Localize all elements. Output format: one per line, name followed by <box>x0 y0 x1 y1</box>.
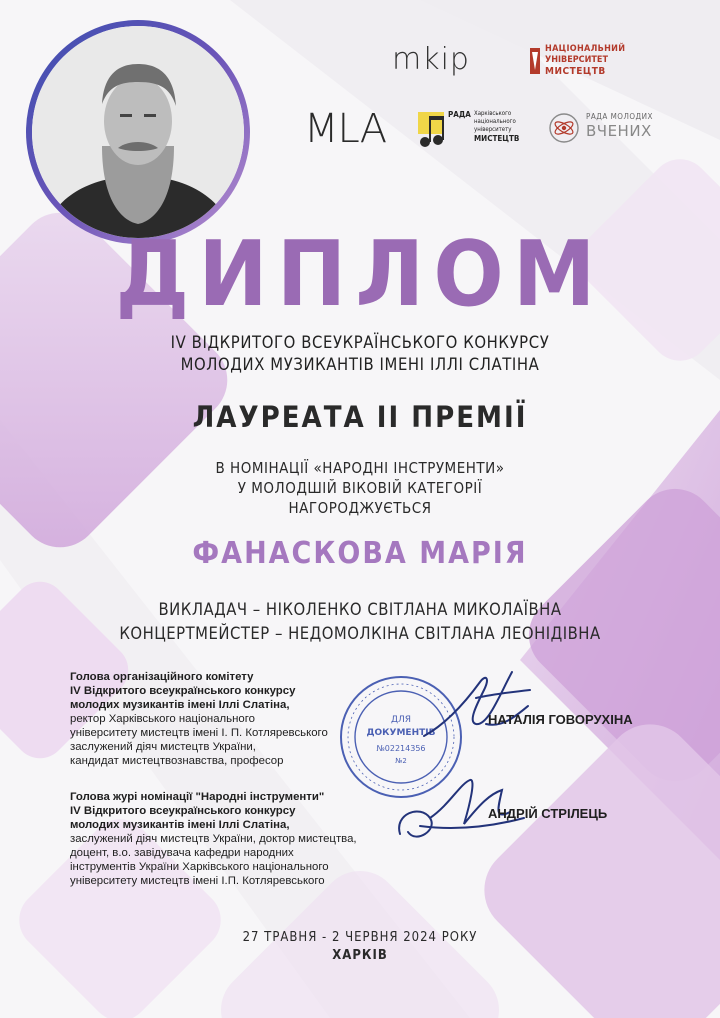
stamp-line4: №2 <box>395 757 407 765</box>
jury-bold-line: IV Відкритого всеукраїнського конкурсу <box>70 805 296 817</box>
contest-name <box>0 332 720 376</box>
rada-line1: РАДА <box>448 110 471 119</box>
org-bold-line: IV Відкритого всеукраїнського конкурсу <box>70 685 296 697</box>
teachers-block <box>0 598 720 646</box>
portrait-photo <box>32 26 244 238</box>
rada-logo <box>416 108 526 152</box>
mla-logo: MLA <box>304 106 387 152</box>
teacher-line: ВИКЛАДАЧ – НІКОЛЕНКО СВІТЛАНА МИКОЛАЇВНА <box>158 600 562 619</box>
nuam-emblem-icon <box>528 46 542 76</box>
nuam-line3: МИСТЕЦТВ <box>545 66 606 77</box>
jury-line: інструментів України Харківського національного <box>70 861 329 873</box>
jury-line: доцент, в.о. завідувача кафедри народних <box>70 847 294 859</box>
org-line: університету мистецтв імені І. П. Котляревського <box>70 727 328 739</box>
nomination-line3: НАГОРОДЖУЄТЬСЯ <box>288 499 432 517</box>
rmv-line1: РАДА МОЛОДИХ <box>586 112 653 121</box>
rada-line5: МИСТЕЦТВ <box>474 134 520 143</box>
nomination-block <box>0 458 720 518</box>
jury-bold-line: молодих музикантів імені Іллі Слатіна, <box>70 819 290 831</box>
event-city: ХАРКІВ <box>332 948 388 963</box>
nomination-line1: В НОМІНАЦІЇ «НАРОДНІ ІНСТРУМЕНТИ» <box>215 459 505 477</box>
stamp-line1: ДЛЯ <box>390 715 412 725</box>
org-bold-line: молодих музикантів імені Іллі Слатіна, <box>70 699 290 711</box>
winner-name: ФАНАСКОВА МАРІЯ <box>192 536 528 571</box>
org-line: ректор Харківського національного <box>70 713 255 725</box>
rmv-logo <box>548 110 658 150</box>
stamp-line3: №02214356 <box>376 744 426 753</box>
contest-line1: IV ВІДКРИТОГО ВСЕУКРАЇНСЬКОГО КОНКУРСУ <box>170 333 550 352</box>
org-bold-line: Голова організаційного комітету <box>70 671 254 683</box>
jury-line: університету мистецтв імені І.П. Котляревського <box>70 875 325 887</box>
rmv-line2: ВЧЕНИХ <box>586 122 652 140</box>
nuam-logo <box>528 42 628 80</box>
stamp-line2: ДОКУМЕНТІВ <box>366 728 436 738</box>
jury-block <box>70 790 400 888</box>
rada-line3: національного <box>474 118 516 125</box>
signature-govorukhina <box>416 664 536 754</box>
portrait-frame <box>26 20 250 244</box>
jury-signer-name: АНДРІЙ СТРІЛЕЦЬ <box>488 806 608 821</box>
rada-line4: університету <box>474 126 512 133</box>
rada-line2: Харківського <box>474 110 512 117</box>
mkip-logo: mkip <box>392 42 470 77</box>
contest-line2: МОЛОДИХ МУЗИКАНТІВ ІМЕНІ ІЛЛІ СЛАТІНА <box>180 355 540 374</box>
award-title: ЛАУРЕАТА ІІ ПРЕМІЇ <box>192 400 528 434</box>
atom-icon <box>548 112 580 144</box>
nuam-line1: НАЦІОНАЛЬНИЙ <box>545 44 626 54</box>
org-committee-block <box>70 670 360 768</box>
org-signer-name: НАТАЛІЯ ГОВОРУХІНА <box>488 712 633 727</box>
jury-bold-line: Голова журі номінації "Народні інструменти" <box>70 791 325 803</box>
event-dates: 27 ТРАВНЯ - 2 ЧЕРВНЯ 2024 РОКУ <box>242 930 478 945</box>
diploma-title: ДИПЛОМ <box>115 222 605 327</box>
nuam-line2: УНІВЕРСИТЕТ <box>545 55 608 65</box>
nomination-line2: У МОЛОДШІЙ ВІКОВІЙ КАТЕГОРІЇ <box>237 479 483 497</box>
accompanist-line: КОНЦЕРТМЕЙСТЕР – НЕДОМОЛКІНА СВІТЛАНА ЛЕОНІДІВНА <box>119 624 601 643</box>
org-line: заслужений діяч мистецтв України, <box>70 741 256 753</box>
jury-line: заслужений діяч мистецтв України, доктор мистецтва, <box>70 833 357 845</box>
org-line: кандидат мистецтвознавства, професор <box>70 755 284 767</box>
music-note-icon <box>416 110 446 150</box>
